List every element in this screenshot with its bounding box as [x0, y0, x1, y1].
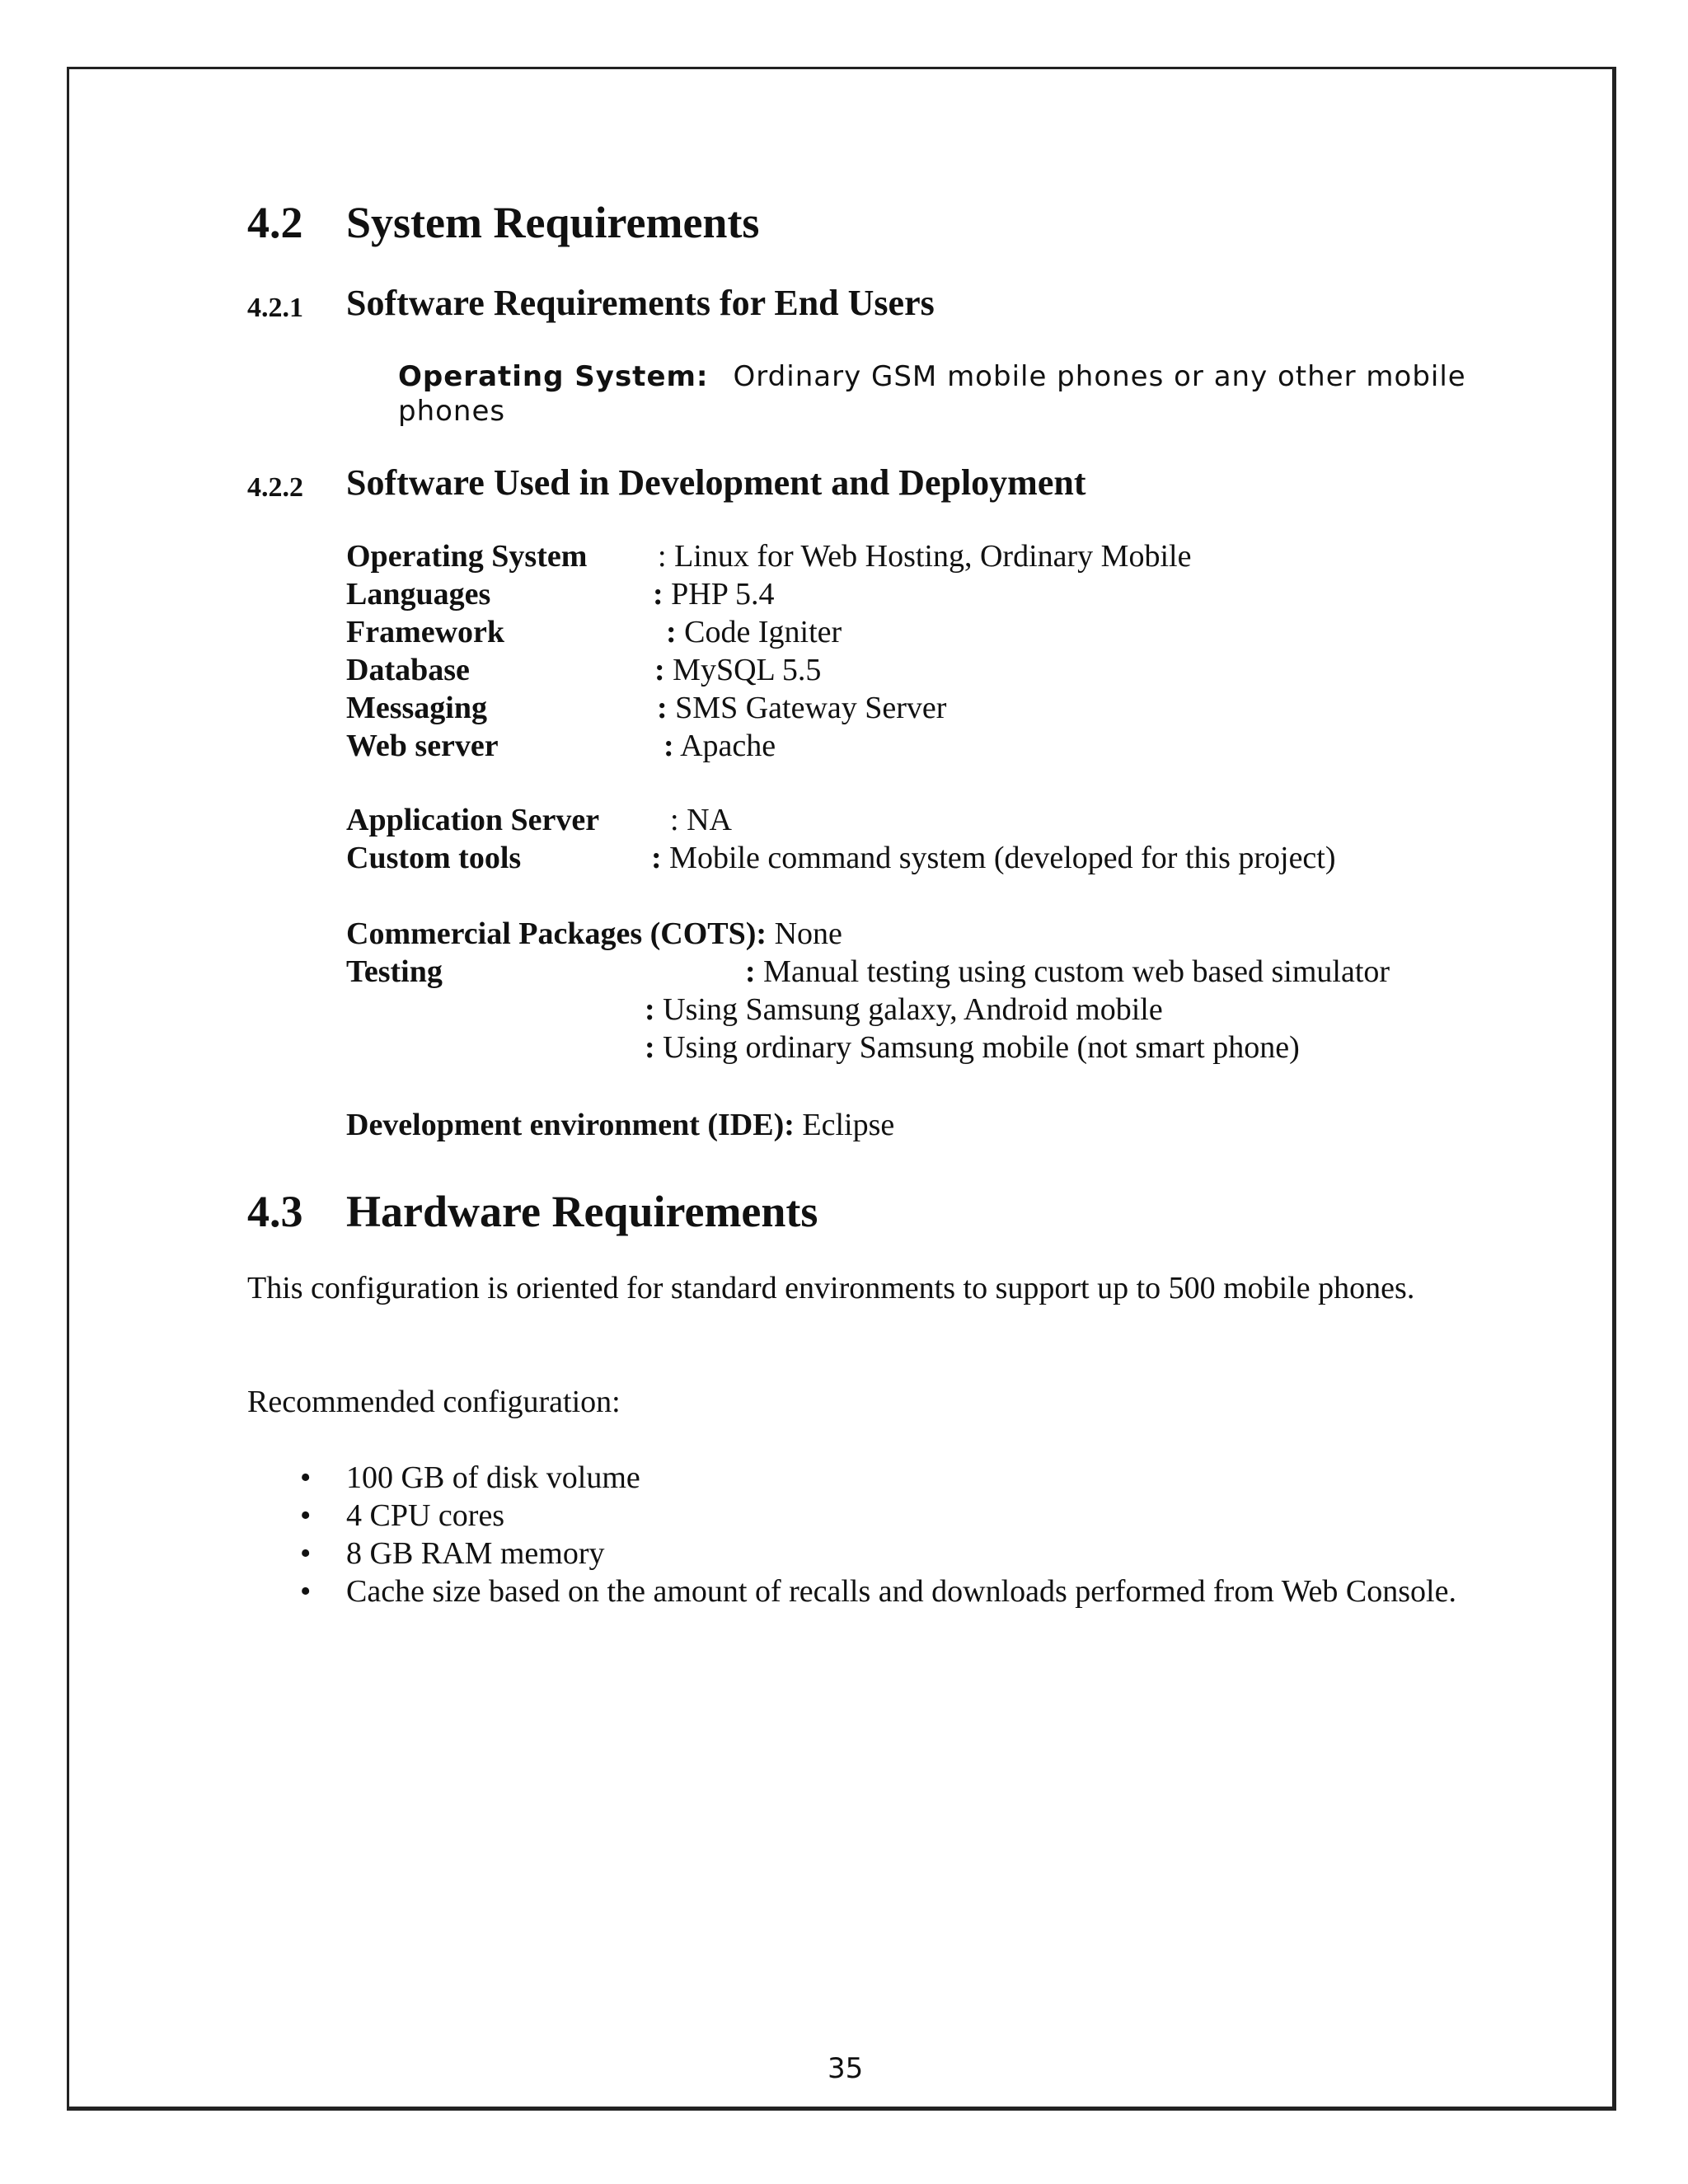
subsection-number: 4.2.2 — [247, 472, 303, 503]
row-value: : NA — [670, 803, 732, 837]
ide-line — [346, 1106, 894, 1144]
row-label: Web server — [346, 729, 499, 763]
dev-software-table — [346, 537, 1500, 1197]
row-value: : SMS Gateway Server — [657, 691, 947, 725]
page-number: 35 — [828, 2052, 864, 2085]
section-heading-4-2 — [247, 196, 1401, 249]
subsection-title: Software Requirements for End Users — [346, 283, 935, 323]
list-item — [300, 1535, 1484, 1572]
bullet-icon: • — [300, 1460, 312, 1495]
section-heading-4-3 — [247, 1185, 1401, 1238]
subsection-heading-4-2-2 — [247, 462, 1484, 504]
list-item — [300, 1497, 1484, 1535]
list-item-text: 100 GB of disk volume — [346, 1460, 640, 1495]
cots-label: Commercial Packages (COTS): — [346, 916, 767, 951]
row-label: Application Server — [346, 803, 600, 837]
cots-line — [346, 915, 842, 953]
subsection-heading-4-2-1 — [247, 282, 1401, 325]
subsection-title: Software Used in Development and Deployment — [346, 462, 1086, 503]
row-value: : Code Igniter — [666, 615, 842, 649]
end-user-os-label: Operating System: — [398, 360, 709, 393]
list-item — [300, 1572, 1484, 1610]
list-item-text: Cache size based on the amount of recalls and downloads performed from Web Console. — [346, 1574, 1456, 1609]
list-item — [300, 1459, 1484, 1497]
list-item-text: 4 CPU cores — [346, 1498, 505, 1533]
end-user-os-value: Ordinary GSM mobile phones or any other mobile — [733, 360, 1466, 393]
row-label: Messaging — [346, 691, 487, 725]
row-value: : MySQL 5.5 — [654, 653, 822, 687]
testing-label: Testing — [346, 954, 443, 989]
row-label: Framework — [346, 615, 505, 649]
section-title: System Requirements — [346, 198, 760, 247]
ide-label: Development environment (IDE): — [346, 1108, 795, 1142]
testing-item: : Using Samsung galaxy, Android mobile — [645, 992, 1163, 1027]
row-label: Database — [346, 653, 470, 687]
bullet-icon: • — [300, 1536, 312, 1571]
cots-value: None — [774, 916, 842, 951]
hardware-bullet-list — [300, 1459, 1500, 1657]
ide-value: Eclipse — [802, 1108, 895, 1142]
hardware-intro-paragraph: This configuration is oriented for standard environments to support up to 500 mobile phones. — [247, 1271, 1415, 1305]
row-label: Custom tools — [346, 841, 522, 875]
recommended-configuration-label: Recommended configuration: — [247, 1385, 621, 1419]
row-value: : Apache — [663, 729, 776, 763]
row-value: : Mobile command system (developed for this project) — [651, 841, 1336, 875]
list-item-text: 8 GB RAM memory — [346, 1536, 605, 1571]
bullet-icon: • — [300, 1574, 312, 1609]
section-number: 4.2 — [247, 198, 303, 247]
row-label: Operating System — [346, 539, 588, 574]
row-value: : Linux for Web Hosting, Ordinary Mobile — [658, 539, 1192, 574]
section-title: Hardware Requirements — [346, 1187, 818, 1236]
subsection-number: 4.2.1 — [247, 293, 303, 323]
testing-block — [346, 953, 1500, 1076]
bullet-icon: • — [300, 1498, 312, 1533]
section-number: 4.3 — [247, 1187, 303, 1236]
row-value: : PHP 5.4 — [653, 577, 775, 612]
end-user-os-line — [398, 359, 1466, 429]
testing-item: : Using ordinary Samsung mobile (not smart phone) — [645, 1030, 1300, 1065]
row-label: Languages — [346, 577, 491, 612]
testing-item: : Manual testing using custom web based simulator — [745, 954, 1390, 989]
end-user-os-value-continued: phones — [398, 395, 506, 428]
